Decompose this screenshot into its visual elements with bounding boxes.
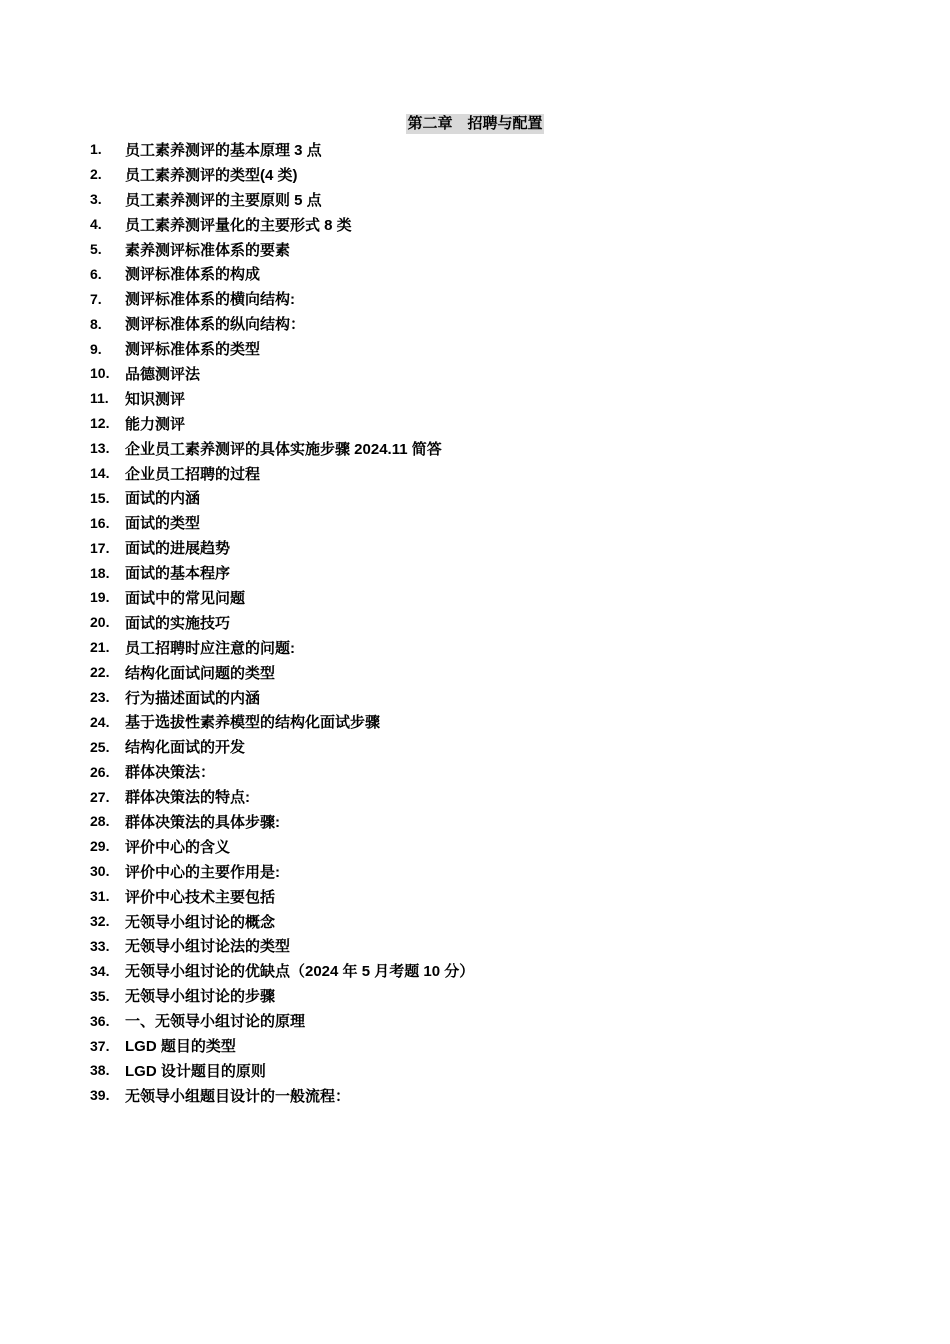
list-item-number: 12. [90, 415, 110, 432]
list-item-text: 面试的类型 [125, 515, 201, 533]
list-item-number: 21. [90, 639, 110, 656]
list-item [90, 237, 474, 262]
list-item-number: 10. [90, 365, 110, 382]
list-item-number: 6. [90, 265, 102, 282]
list-item-text: 评价中心的主要作用是: [125, 863, 280, 881]
list-item-number: 18. [90, 564, 110, 581]
list-item-text: 无领导小组讨论法的类型 [125, 938, 291, 956]
list-item [90, 162, 474, 187]
list-item-number: 39. [90, 1087, 110, 1104]
list-item-text: LGD 设计题目的原则 [125, 1062, 266, 1080]
list-item-number: 3. [90, 191, 102, 208]
list-item-text: 品德测评法 [125, 365, 201, 383]
list-item-text: 员工素养测评的类型(4 类) [125, 166, 298, 184]
list-item [90, 734, 474, 759]
list-item [90, 635, 474, 660]
list-item-text: 无领导小组题目设计的一般流程： [125, 1087, 351, 1105]
list-item [90, 809, 474, 834]
list-item-number: 15. [90, 489, 110, 506]
list-item-number: 4. [90, 216, 102, 233]
list-item-number: 5. [90, 241, 102, 257]
list-item-text: 员工素养测评的主要原则 5 点 [125, 191, 322, 209]
list-item-number: 38. [90, 1062, 110, 1079]
list-item [90, 834, 474, 859]
list-item-text: 评价中心的含义 [125, 838, 231, 856]
list-item-number: 17. [90, 539, 110, 556]
list-item [90, 386, 474, 411]
list-item [90, 187, 474, 212]
list-item-number: 37. [90, 1037, 110, 1054]
list-item-text: 企业员工招聘的过程 [125, 465, 261, 483]
list-item [90, 685, 474, 710]
list-item-number: 1. [90, 141, 102, 158]
list-item [90, 585, 474, 610]
list-item-number: 16. [90, 514, 110, 531]
list-item-text: 结构化面试问题的类型 [125, 664, 276, 682]
list-item [90, 411, 474, 436]
list-item-number: 33. [90, 937, 110, 954]
list-item-number: 20. [90, 614, 110, 631]
list-item-text: 测评标准体系的纵向结构： [125, 316, 306, 334]
chapter-title: 第二章 招聘与配置 [407, 115, 543, 132]
list-item-text: 一、无领导小组讨论的原理 [125, 1013, 306, 1031]
list-item-text: 员工素养测评的基本原理 3 点 [125, 141, 322, 159]
list-item-number: 34. [90, 962, 110, 979]
list-item-text: 测评标准体系的类型 [125, 341, 261, 359]
list-item-number: 27. [90, 788, 110, 805]
list-item [90, 709, 474, 734]
list-item [90, 958, 474, 983]
title-container [0, 114, 950, 134]
list-item-number: 13. [90, 440, 110, 457]
list-item-text: 无领导小组讨论的步骤 [125, 988, 276, 1006]
list-item-text: 面试的基本程序 [125, 565, 231, 583]
list-item-text: LGD 题目的类型 [125, 1038, 236, 1055]
list-item-text: 评价中心技术主要包括 [125, 888, 276, 906]
list-item-text: 面试的内涵 [125, 490, 201, 508]
list-item [90, 510, 474, 535]
list-item [90, 934, 474, 959]
list-item-text: 测评标准体系的横向结构: [125, 291, 295, 309]
list-item-number: 36. [90, 1012, 110, 1029]
list-item [90, 560, 474, 585]
list-item-text: 群体决策法的具体步骤: [125, 813, 280, 831]
list-item-number: 35. [90, 987, 110, 1004]
list-item [90, 884, 474, 909]
list-item-number: 29. [90, 838, 110, 855]
list-item-text: 知识测评 [125, 390, 186, 408]
list-item [90, 361, 474, 386]
list-item-number: 8. [90, 315, 102, 332]
list-item [90, 212, 474, 237]
list-item-text: 测评标准体系的构成 [125, 266, 261, 284]
list-item-number: 22. [90, 664, 110, 681]
list-item [90, 436, 474, 461]
list-item [90, 784, 474, 809]
list-item [90, 461, 474, 486]
list-item-number: 32. [90, 913, 110, 930]
list-item-text: 素养测评标准体系的要素 [125, 241, 291, 259]
list-item-text: 群体决策法： [125, 764, 216, 782]
list-item-number: 9. [90, 340, 102, 357]
list-item-number: 14. [90, 465, 110, 482]
list-item-number: 11. [90, 390, 109, 407]
toc-list [90, 137, 474, 1108]
list-item-text: 能力测评 [125, 415, 186, 433]
list-item-number: 30. [90, 863, 110, 880]
list-item [90, 311, 474, 336]
list-item-number: 19. [90, 589, 110, 606]
list-item [90, 759, 474, 784]
list-item-text: 行为描述面试的内涵 [125, 689, 261, 707]
list-item-text: 企业员工素养测评的具体实施步骤 2024.11 简答 [125, 440, 442, 458]
list-item [90, 859, 474, 884]
list-item-number: 24. [90, 713, 110, 730]
list-item [90, 610, 474, 635]
list-item [90, 909, 474, 934]
list-item-number: 31. [90, 888, 110, 905]
list-item-number: 2. [90, 166, 102, 183]
list-item-text: 无领导小组讨论的优缺点（2024 年 5 月考题 10 分） [125, 963, 475, 981]
list-item [90, 137, 474, 162]
list-item [90, 535, 474, 560]
list-item [90, 1083, 474, 1108]
list-item-text: 面试的进展趋势 [125, 540, 231, 558]
list-item-number: 7. [90, 290, 102, 307]
list-item-text: 群体决策法的特点: [125, 789, 250, 807]
list-item-text: 员工招聘时应注意的问题: [125, 639, 295, 657]
list-item-number: 25. [90, 738, 110, 755]
list-item [90, 485, 474, 510]
list-item-text: 结构化面试的开发 [125, 739, 246, 757]
list-item-text: 面试的实施技巧 [125, 614, 231, 632]
list-item-number: 26. [90, 763, 110, 780]
list-item-number: 28. [90, 813, 110, 830]
list-item [90, 286, 474, 311]
list-item-text: 无领导小组讨论的概念 [125, 913, 276, 931]
list-item [90, 261, 474, 286]
list-item-text: 基于选拔性素养模型的结构化面试步骤 [125, 714, 381, 732]
list-item [90, 1008, 474, 1033]
list-item [90, 336, 474, 361]
list-item [90, 1033, 474, 1058]
list-item [90, 1058, 474, 1083]
list-item-number: 23. [90, 689, 110, 706]
list-item-text: 员工素养测评量化的主要形式 8 类 [125, 216, 352, 234]
list-item [90, 660, 474, 685]
list-item-text: 面试中的常见问题 [125, 589, 246, 607]
list-item [90, 983, 474, 1008]
